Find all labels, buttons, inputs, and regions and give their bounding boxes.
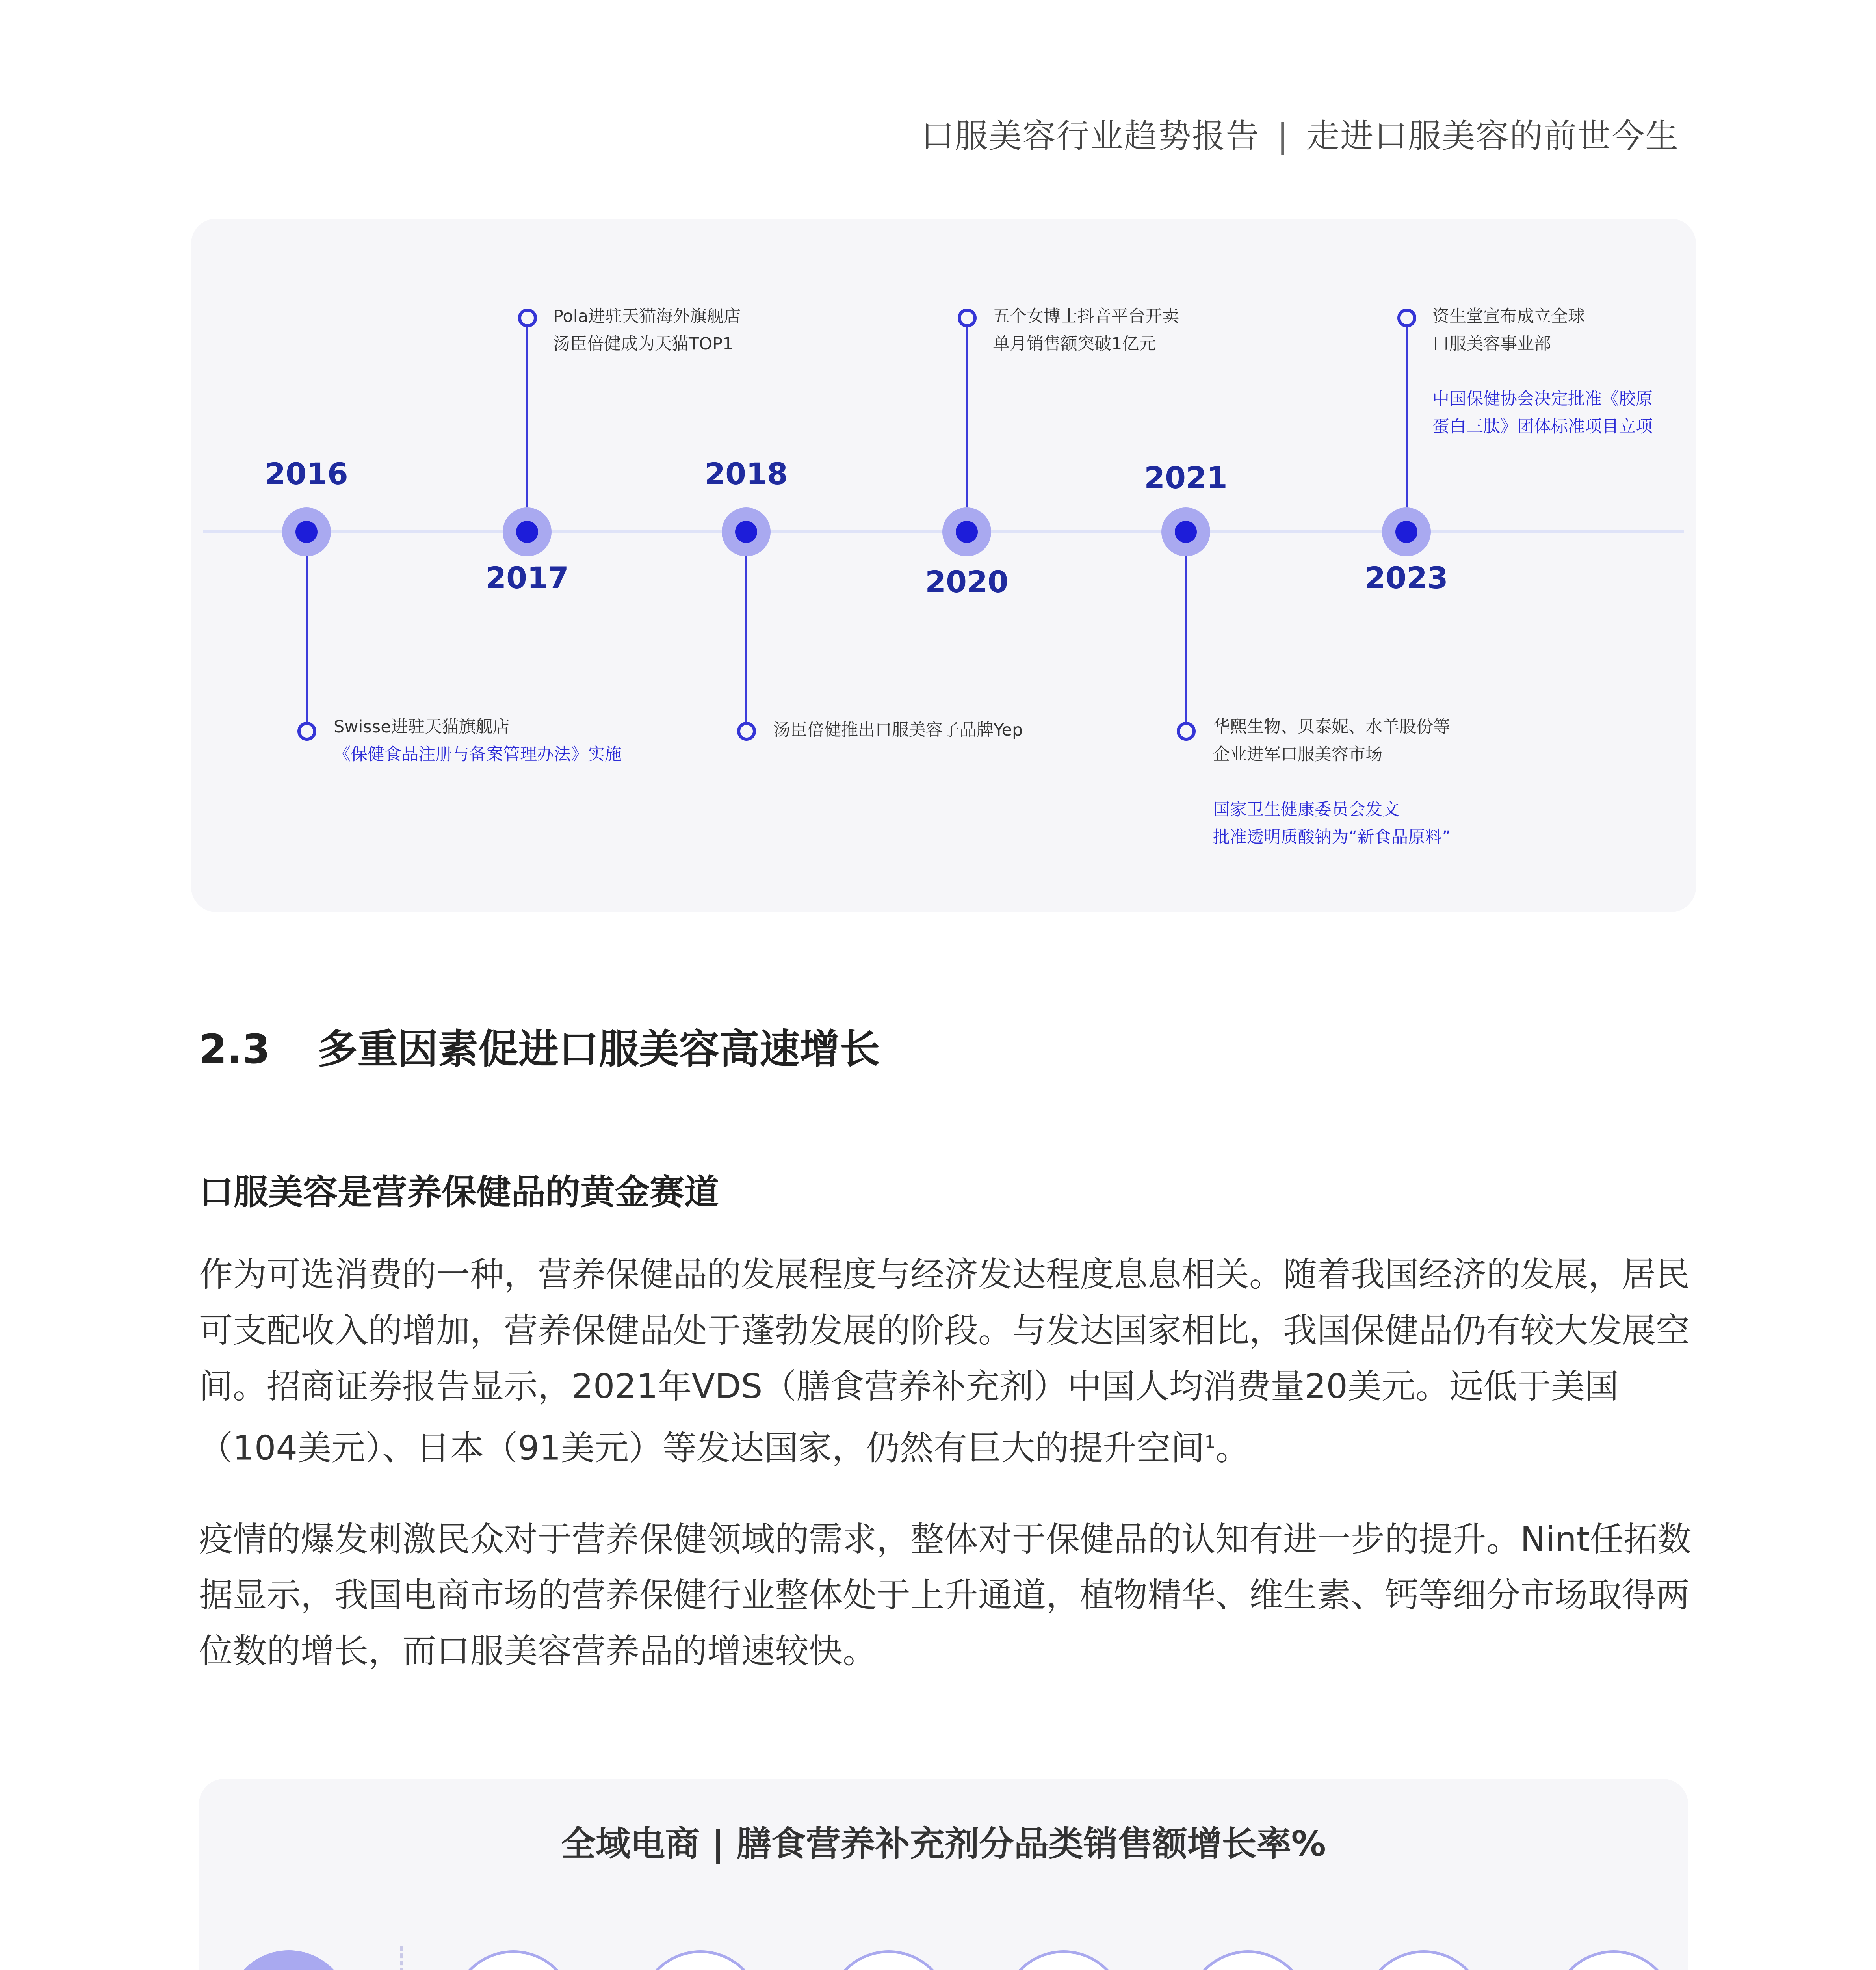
event-marker [1177, 722, 1196, 741]
footnote-ref: 1 [1204, 1432, 1216, 1452]
event-2023-line3: 中国保健协会决定批准《胶原 [1432, 389, 1653, 409]
event-2023-line2: 口服美容事业部 [1432, 334, 1551, 354]
event-2021-line1: 华熙生物、贝泰妮、水羊股份等 [1213, 717, 1450, 737]
header-separator: | [1277, 117, 1289, 155]
event-2016-line1: Swisse进驻天猫旗舰店 [334, 717, 510, 737]
year-label-2017: 2017 [485, 560, 569, 595]
timeline-node-2018 [722, 507, 771, 556]
section-number: 2.3 [199, 1026, 270, 1073]
event-2020-line1: 五个女博士抖音平台开卖 [993, 307, 1179, 326]
event-marker [1397, 309, 1416, 327]
growth-chart-panel [199, 1779, 1688, 1970]
paragraph-end: 。 [1215, 1428, 1250, 1468]
event-2021-line2: 企业进军口服美容市场 [1213, 745, 1382, 764]
body-paragraph-1 [199, 1247, 1692, 1476]
timeline-connector [1406, 318, 1408, 532]
event-marker [958, 309, 977, 327]
event-2020-line2: 单月销售额突破1亿元 [993, 334, 1156, 354]
timeline-connector [966, 318, 968, 532]
section-title: 多重因素促进口服美容高速增长 [317, 1026, 880, 1073]
event-2016-line2: 《保健食品注册与备案管理办法》实施 [334, 745, 622, 764]
timeline-node-2016 [282, 507, 331, 556]
year-label-2020: 2020 [925, 564, 1009, 599]
timeline-connector [745, 532, 747, 733]
timeline-connector [1185, 532, 1187, 733]
chart-title: 全域电商 | 膳食营养补充剂分品类销售额增长率% [561, 1823, 1326, 1864]
timeline-connector [306, 532, 308, 733]
year-label-2018: 2018 [704, 456, 788, 491]
event-2017-line1: Pola进驻天猫海外旗舰店 [553, 307, 741, 326]
timeline-connector [526, 318, 528, 532]
paragraph-text: 作为可选消费的一种，营养保健品的发展程度与经济发达程度息息相关。随着我国经济的发展，居民可支配收入的增加，营养保健品处于蓬勃发展的阶段。与发达国家相比，我国保健品仍有较大发展空间。招商证券报告显示，2021年VDS（膳食营养补充剂）中国人均消费量20美元。远低于美国（104美元）、日本（91美元）等发达国家，仍然有巨大的提升空间 [199, 1255, 1690, 1468]
event-2017-line2: 汤臣倍健成为天猫TOP1 [553, 334, 734, 354]
event-marker [737, 722, 756, 741]
section-heading [199, 1017, 880, 1075]
event-2018-line1: 汤臣倍健推出口服美容子品牌Yep [773, 720, 1023, 740]
report-title: 口服美容行业趋势报告 [921, 117, 1260, 155]
year-label-2021: 2021 [1144, 460, 1228, 495]
event-2023-line4: 蛋白三肽》团体标准项目立项 [1432, 417, 1653, 437]
event-marker [297, 722, 316, 741]
chapter-title: 走进口服美容的前世今生 [1306, 117, 1679, 155]
subsection-heading: 口服美容是营养保健品的黄金赛道 [199, 1172, 719, 1212]
timeline-node-2021 [1161, 507, 1210, 556]
timeline-node-2017 [503, 507, 552, 556]
timeline-node-2023 [1382, 507, 1431, 556]
year-label-2016: 2016 [265, 456, 348, 491]
event-2023-line1: 资生堂宣布成立全球 [1432, 307, 1585, 326]
chart-divider [400, 1946, 403, 1970]
event-2021-line3: 国家卫生健康委员会发文 [1213, 800, 1399, 820]
year-label-2023: 2023 [1365, 560, 1448, 595]
event-2021-line4: 批准透明质酸钠为“新食品原料” [1213, 827, 1451, 847]
timeline-node-2020 [942, 507, 991, 556]
running-header [921, 110, 1679, 157]
body-paragraph-2: 疫情的爆发刺激民众对于营养保健领域的需求，整体对于保健品的认知有进一步的提升。Nint任拓数据显示，我国电商市场的营养保健行业整体处于上升通道，植物精华、维生素、钙等细分市场取得两位数的增长，而口服美容营养品的增速较快。 [199, 1520, 1692, 1671]
event-marker [518, 309, 537, 327]
